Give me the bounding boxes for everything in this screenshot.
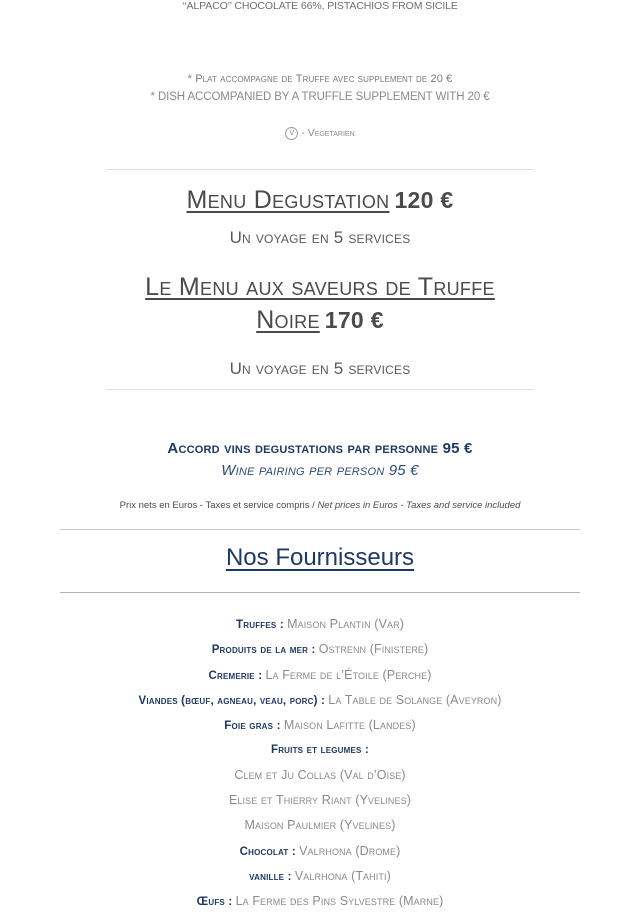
supplier-category-label: Œufs : bbox=[196, 896, 233, 909]
supplier-category-label: Fruits et legumes : bbox=[270, 744, 370, 757]
supplier-row bbox=[0, 738, 640, 762]
supplier-category-label: Viandes (bœuf, agneau, veau, porc) : bbox=[138, 694, 326, 707]
supplier-row bbox=[0, 889, 640, 914]
wine-pairing-en: Wine pairing per person 95 € bbox=[221, 462, 419, 479]
truffle-supplement-note-fr: * Plat accompagne de Truffe avec supplement de 20 € bbox=[187, 73, 453, 85]
menu-degustation-price: 120 € bbox=[394, 187, 454, 213]
vegetarian-legend bbox=[0, 127, 640, 140]
suppliers-list bbox=[0, 612, 640, 915]
supplier-name: Clem et Ju Collas (Val d’Oise) bbox=[234, 767, 406, 782]
supplier-name: Ostrenn (Finistere) bbox=[318, 642, 429, 657]
supplier-name: Maison Plantin (Var) bbox=[287, 617, 404, 631]
supplier-row bbox=[0, 713, 640, 738]
supplier-category-label: Chocolat : bbox=[239, 845, 296, 858]
price-note bbox=[0, 500, 640, 511]
supplier-row bbox=[0, 864, 640, 889]
divider-above-suppliers bbox=[60, 529, 580, 530]
supplier-category-label: Truffes : bbox=[236, 619, 284, 631]
truffle-supplement-note-en: * DISH ACCOMPANIED BY A TRUFFLE SUPPLEMENT WITH 20 € bbox=[150, 91, 490, 103]
supplier-row bbox=[0, 813, 640, 838]
menu-degustation-title-text: Menu Degustation bbox=[186, 186, 390, 214]
supplier-name: Maison Paulmier (Yvelines) bbox=[244, 818, 396, 833]
supplier-row bbox=[0, 612, 640, 637]
supplier-category-label: Foie gras : bbox=[224, 720, 281, 733]
menu-degustation-subtitle: Un voyage en 5 services bbox=[229, 228, 411, 247]
supplier-name: La Ferme de l’Étoile (Perche) bbox=[265, 667, 432, 682]
wine-pairing-fr: Accord vins degustations par personne 95 € bbox=[167, 440, 473, 457]
vegetarian-icon: V bbox=[285, 127, 298, 140]
menu-truffe-noire-subtitle: Un voyage en 5 services bbox=[229, 359, 411, 378]
menu-truffe-noire-title-line2: Noire bbox=[256, 306, 320, 334]
divider-above-menus bbox=[106, 169, 534, 170]
supplier-row bbox=[0, 663, 640, 688]
supplier-row bbox=[0, 763, 640, 788]
supplier-row bbox=[0, 637, 640, 662]
supplier-name: Maison Lafitte (Landes) bbox=[283, 718, 416, 733]
supplier-category-label: Produits de la mer : bbox=[211, 644, 316, 657]
menu-truffe-noire-price: 170 € bbox=[324, 307, 384, 333]
divider-below-menus bbox=[106, 389, 534, 390]
supplier-name: Valrhona (Drome) bbox=[299, 843, 401, 858]
menu-truffe-noire-title-line1: Le Menu aux saveurs de Truffe bbox=[145, 273, 495, 301]
price-note-en: Net prices in Euros - Taxes and service included bbox=[317, 500, 521, 511]
supplier-name: Valrhona (Tahiti) bbox=[294, 868, 391, 883]
supplier-name: Elise et Thierry Riant (Yvelines) bbox=[228, 793, 411, 808]
supplier-name: La Ferme des Pins Sylvestre (Marne) bbox=[235, 894, 444, 909]
supplier-category-label: Cremerie : bbox=[208, 669, 263, 682]
supplier-name: La Table de Solange (Aveyron) bbox=[328, 692, 502, 707]
menu-truffe-noire-title bbox=[0, 271, 640, 337]
vegetarian-legend-label: - Vegetarien bbox=[301, 127, 355, 139]
dessert-description-en: ‘‘ALPACO’’ CHOCOLATE 66%, PISTACHIOS FROM SICILE bbox=[182, 0, 458, 12]
menu-degustation-title bbox=[0, 186, 640, 215]
supplier-row bbox=[0, 688, 640, 713]
suppliers-heading: Nos Fournisseurs bbox=[225, 544, 415, 571]
supplier-row bbox=[0, 788, 640, 813]
price-note-fr: Prix nets en Euros - Taxes et service compris / bbox=[119, 500, 315, 511]
divider-below-suppliers-heading bbox=[60, 592, 580, 593]
supplier-row bbox=[0, 839, 640, 864]
supplier-category-label: vanille : bbox=[249, 870, 292, 883]
